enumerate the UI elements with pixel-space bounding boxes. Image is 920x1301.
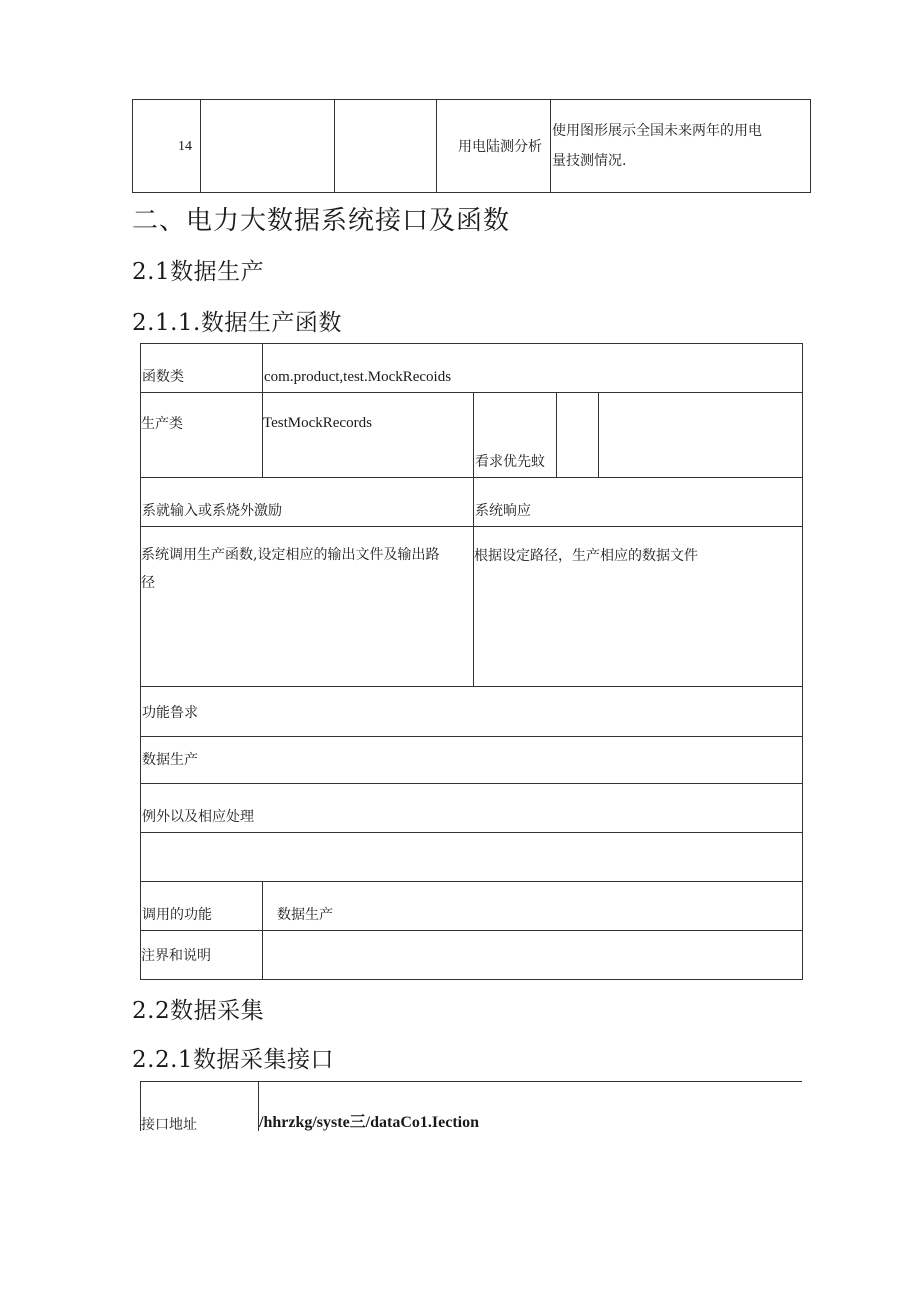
priority-label: 看求优先蚊	[475, 454, 545, 470]
response-label: 系统晌应	[475, 503, 531, 519]
notes-label: 注界和说明	[141, 948, 211, 964]
input-desc-line-2: 径	[141, 575, 155, 591]
description-line-1: 使用图形展示全国未来两年的用电	[552, 123, 762, 139]
function-name-cell	[437, 100, 551, 193]
section-2-1-heading: 2.1数据生产	[132, 259, 265, 285]
description-line-2: 量技测情况.	[552, 153, 627, 169]
function-name: 用电陆测分析	[458, 139, 542, 155]
section-2-2-heading: 2.2数据采集	[132, 998, 265, 1024]
prod-class-value-cell	[263, 393, 474, 478]
func-req-label: 功能鲁求	[142, 705, 198, 721]
data-collection-table-wrap	[140, 1081, 802, 1131]
row-number-cell	[133, 100, 201, 193]
func-class-value-cell	[263, 344, 803, 393]
called-value: 数据生产	[277, 907, 333, 923]
func-req-value: 数据生产	[142, 752, 198, 768]
section-2-2-1-heading: 2.2.1数据采集接口	[132, 1047, 335, 1073]
input-label: 系就输入或系烧外激励	[142, 503, 282, 519]
prod-class-label: 生产类	[141, 416, 183, 432]
prod-class-value: TestMockRecords	[263, 415, 372, 431]
response-label-cell	[474, 478, 803, 527]
called-label-cell	[141, 882, 263, 931]
addr-value-cell	[259, 1082, 803, 1132]
func-class-label-cell	[141, 344, 263, 393]
priority-value-cell	[557, 393, 599, 478]
called-label: 调用的功能	[142, 907, 212, 923]
section-2-1-1-heading: 2.1.1.数据生产函数	[132, 310, 342, 336]
exception-label: 例外以及相应处理	[142, 809, 254, 825]
exception-label-cell	[141, 784, 803, 833]
func-class-label: 函数类	[142, 369, 184, 385]
empty-cell	[335, 100, 437, 193]
notes-value-cell	[263, 931, 803, 980]
extra-value-cell	[599, 393, 803, 478]
row-number: 14	[178, 138, 192, 154]
func-class-value: com.product,test.MockRecoids	[264, 369, 452, 385]
data-production-table	[140, 343, 803, 980]
section-2-heading: 二、电力大数据系统接口及函数	[132, 206, 511, 236]
addr-label: 接口地址	[141, 1117, 197, 1131]
description-cell	[551, 100, 811, 193]
func-req-value-cell	[141, 737, 803, 784]
exception-value-cell	[141, 833, 803, 882]
called-value-cell	[263, 882, 803, 931]
data-collection-table	[140, 1081, 802, 1131]
empty-cell	[201, 100, 335, 193]
prod-class-label-cell	[141, 393, 263, 478]
priority-label-cell	[474, 393, 557, 478]
input-desc-line-1: 系统调用生产函数,设定相应的输出文件及输出路	[141, 547, 440, 563]
addr-value: /hhrzkg/syste三/dataCo1.Iection	[259, 1114, 480, 1131]
addr-label-cell	[141, 1082, 259, 1132]
response-desc: 根据设定路径，生产相应的数据文件	[474, 548, 698, 564]
top-table	[132, 99, 811, 193]
response-desc-cell	[474, 527, 803, 687]
notes-label-cell	[141, 931, 263, 980]
input-desc-cell	[141, 527, 474, 687]
input-label-cell	[141, 478, 474, 527]
func-req-label-cell	[141, 687, 803, 737]
